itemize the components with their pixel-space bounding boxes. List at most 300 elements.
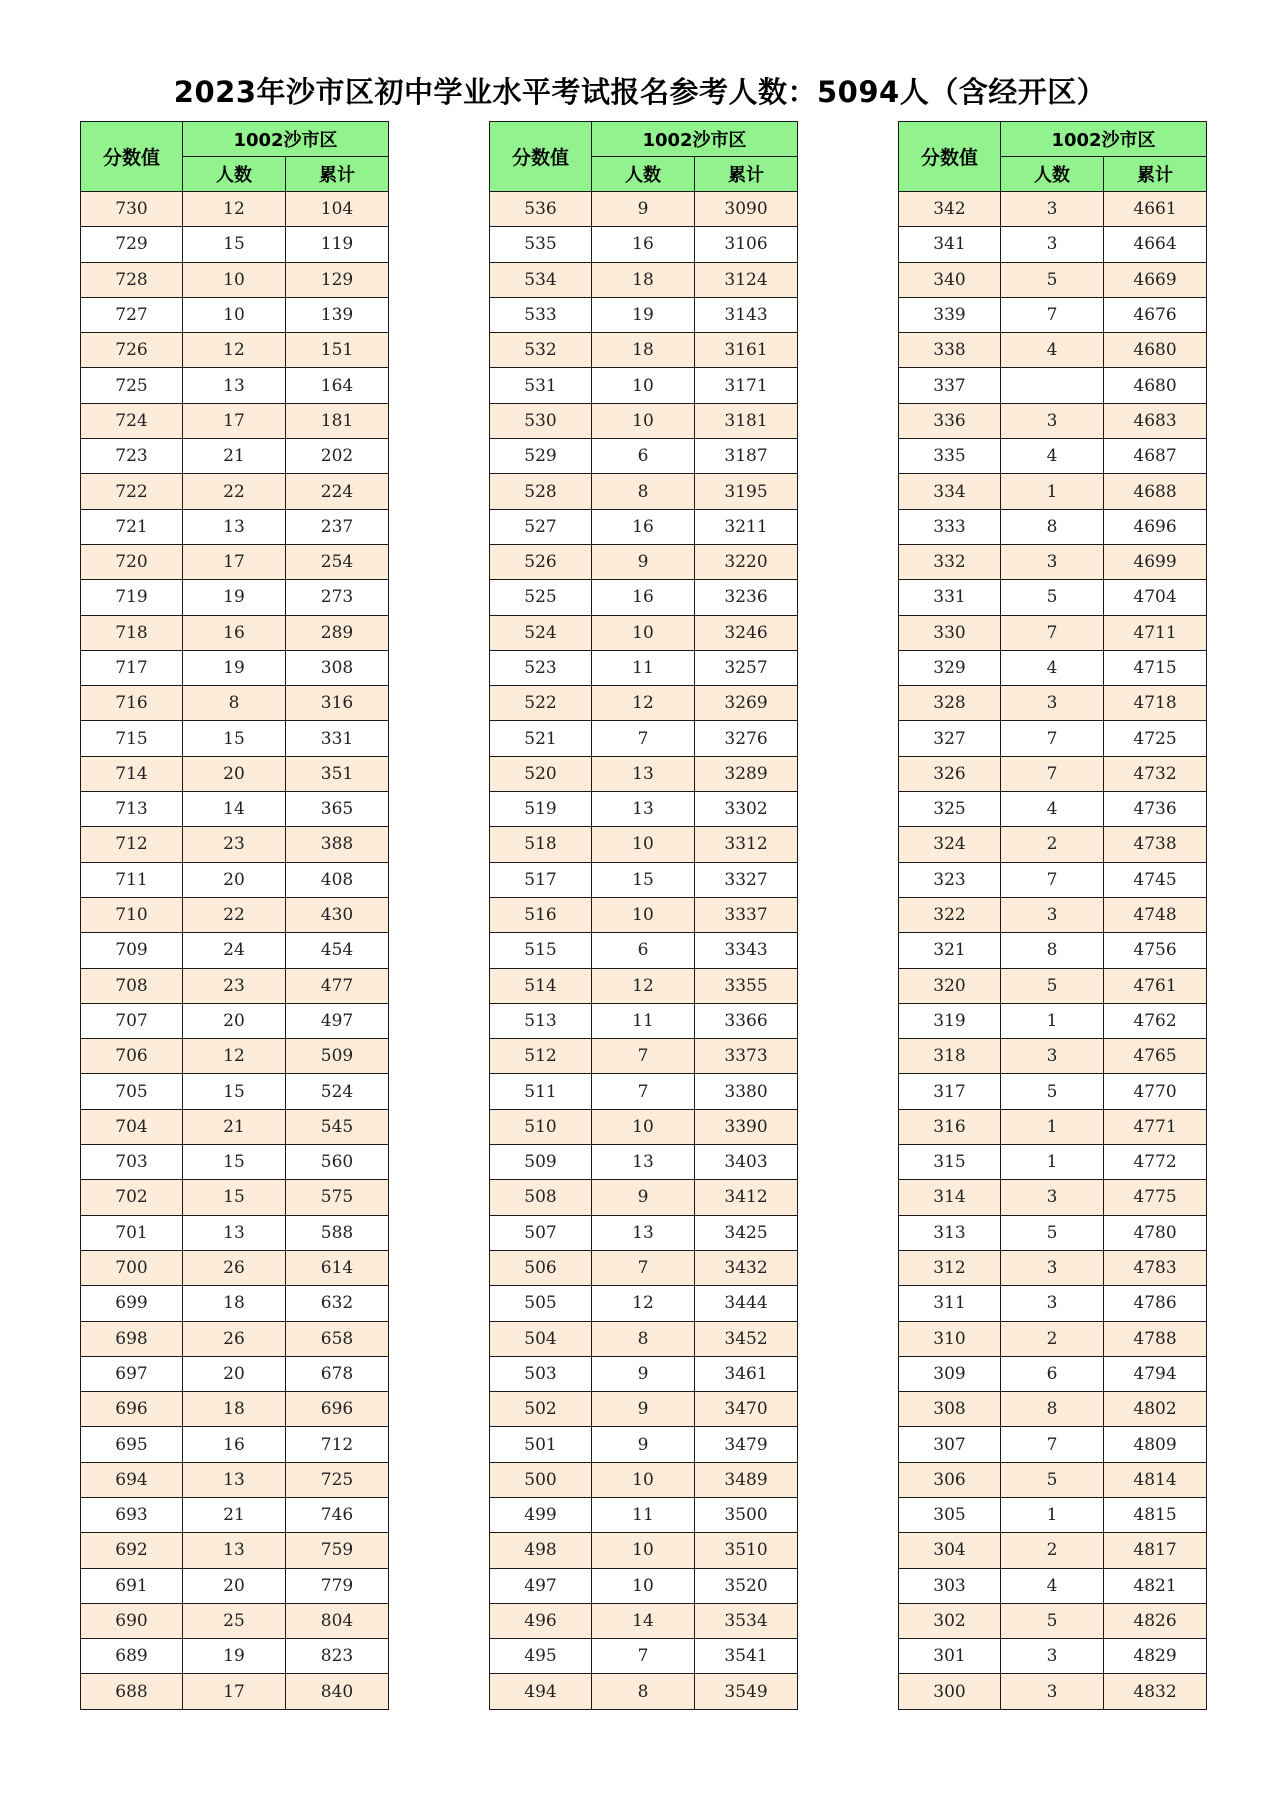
table-row bbox=[490, 1039, 798, 1074]
score-column-header: 分数值 bbox=[81, 122, 183, 192]
count-cell: 23 bbox=[183, 827, 286, 862]
count-cell: 18 bbox=[592, 262, 695, 297]
page-title: 2023年沙市区初中学业水平考试报名参考人数：5094人（含经开区） bbox=[173, 75, 1107, 109]
cumulative-cell: 104 bbox=[286, 192, 389, 227]
score-cell: 510 bbox=[490, 1109, 592, 1144]
count-column-header: 人数 bbox=[592, 157, 695, 192]
region-header: 1002沙市区 bbox=[1001, 122, 1207, 157]
score-cell: 333 bbox=[899, 509, 1001, 544]
table-row bbox=[490, 1286, 798, 1321]
count-cell: 9 bbox=[592, 1356, 695, 1391]
cumulative-cell: 139 bbox=[286, 297, 389, 332]
cumulative-cell: 3380 bbox=[695, 1074, 798, 1109]
score-cell: 707 bbox=[81, 1003, 183, 1038]
table-row bbox=[490, 262, 798, 297]
table-row bbox=[490, 968, 798, 1003]
score-cell: 326 bbox=[899, 756, 1001, 791]
table-row bbox=[899, 439, 1207, 474]
count-cell: 7 bbox=[592, 1074, 695, 1109]
table-row bbox=[490, 1674, 798, 1709]
score-cell: 305 bbox=[899, 1497, 1001, 1532]
table-row bbox=[899, 1639, 1207, 1674]
score-cell: 723 bbox=[81, 439, 183, 474]
cumulative-cell: 4687 bbox=[1104, 439, 1207, 474]
score-cell: 325 bbox=[899, 792, 1001, 827]
count-cell: 3 bbox=[1001, 227, 1104, 262]
table-row bbox=[899, 509, 1207, 544]
cumulative-cell: 725 bbox=[286, 1462, 389, 1497]
count-cell: 5 bbox=[1001, 580, 1104, 615]
table-row bbox=[81, 1462, 389, 1497]
table-row bbox=[81, 1427, 389, 1462]
score-cell: 335 bbox=[899, 439, 1001, 474]
score-cell: 524 bbox=[490, 615, 592, 650]
count-cell: 20 bbox=[183, 1003, 286, 1038]
table-row bbox=[490, 368, 798, 403]
score-cell: 532 bbox=[490, 333, 592, 368]
count-cell: 2 bbox=[1001, 1321, 1104, 1356]
count-cell: 19 bbox=[183, 580, 286, 615]
count-cell: 12 bbox=[592, 1286, 695, 1321]
score-cell: 531 bbox=[490, 368, 592, 403]
table-row bbox=[81, 1145, 389, 1180]
cumulative-cell: 3366 bbox=[695, 1003, 798, 1038]
cumulative-cell: 4762 bbox=[1104, 1003, 1207, 1038]
cumulative-cell: 840 bbox=[286, 1674, 389, 1709]
table-row bbox=[899, 1074, 1207, 1109]
score-cell: 690 bbox=[81, 1603, 183, 1638]
count-cell: 17 bbox=[183, 403, 286, 438]
count-cell: 7 bbox=[592, 721, 695, 756]
table-row bbox=[81, 297, 389, 332]
score-cell: 724 bbox=[81, 403, 183, 438]
table-row bbox=[899, 862, 1207, 897]
count-cell: 22 bbox=[183, 474, 286, 509]
table-row bbox=[81, 509, 389, 544]
cumulative-cell: 4821 bbox=[1104, 1568, 1207, 1603]
cumulative-cell: 408 bbox=[286, 862, 389, 897]
table-row bbox=[81, 827, 389, 862]
score-cell: 339 bbox=[899, 297, 1001, 332]
table-row bbox=[899, 1250, 1207, 1285]
count-cell: 4 bbox=[1001, 333, 1104, 368]
cumulative-cell: 3432 bbox=[695, 1250, 798, 1285]
table-row bbox=[81, 1180, 389, 1215]
table-row bbox=[81, 897, 389, 932]
count-cell: 22 bbox=[183, 897, 286, 932]
cumulative-cell: 759 bbox=[286, 1533, 389, 1568]
table-row bbox=[899, 580, 1207, 615]
count-column-header: 人数 bbox=[183, 157, 286, 192]
table-row bbox=[81, 615, 389, 650]
cumulative-cell: 3425 bbox=[695, 1215, 798, 1250]
table-row bbox=[490, 792, 798, 827]
score-cell: 499 bbox=[490, 1497, 592, 1532]
cumulative-cell: 524 bbox=[286, 1074, 389, 1109]
cumulative-cell: 4814 bbox=[1104, 1462, 1207, 1497]
header-row bbox=[899, 122, 1207, 157]
count-cell: 5 bbox=[1001, 262, 1104, 297]
table-row bbox=[899, 756, 1207, 791]
cumulative-cell: 316 bbox=[286, 686, 389, 721]
cumulative-cell: 3489 bbox=[695, 1462, 798, 1497]
cumulative-cell: 3257 bbox=[695, 650, 798, 685]
cumulative-cell: 4732 bbox=[1104, 756, 1207, 791]
cumulative-cell: 3161 bbox=[695, 333, 798, 368]
cumulative-cell: 678 bbox=[286, 1356, 389, 1391]
score-cell: 300 bbox=[899, 1674, 1001, 1709]
count-cell: 3 bbox=[1001, 544, 1104, 579]
cumulative-cell: 4725 bbox=[1104, 721, 1207, 756]
table-row bbox=[899, 544, 1207, 579]
cumulative-cell: 658 bbox=[286, 1321, 389, 1356]
count-cell: 7 bbox=[592, 1250, 695, 1285]
cumulative-cell: 3373 bbox=[695, 1039, 798, 1074]
cumulative-cell: 3246 bbox=[695, 615, 798, 650]
cumulative-cell: 4688 bbox=[1104, 474, 1207, 509]
count-cell: 15 bbox=[183, 1074, 286, 1109]
table-row bbox=[899, 1497, 1207, 1532]
table-row bbox=[490, 1250, 798, 1285]
table-row bbox=[81, 544, 389, 579]
score-cell: 697 bbox=[81, 1356, 183, 1391]
cumulative-cell: 4794 bbox=[1104, 1356, 1207, 1391]
count-cell: 10 bbox=[592, 1109, 695, 1144]
cumulative-cell: 4704 bbox=[1104, 580, 1207, 615]
score-cell: 710 bbox=[81, 897, 183, 932]
score-cell: 533 bbox=[490, 297, 592, 332]
score-cell: 692 bbox=[81, 1533, 183, 1568]
score-cell: 338 bbox=[899, 333, 1001, 368]
cumulative-cell: 202 bbox=[286, 439, 389, 474]
cumulative-column-header: 累计 bbox=[695, 157, 798, 192]
cumulative-cell: 3236 bbox=[695, 580, 798, 615]
cumulative-cell: 3412 bbox=[695, 1180, 798, 1215]
score-cell: 313 bbox=[899, 1215, 1001, 1250]
table-row bbox=[490, 1427, 798, 1462]
score-cell: 535 bbox=[490, 227, 592, 262]
header-row bbox=[490, 122, 798, 157]
table-row bbox=[490, 1392, 798, 1427]
cumulative-cell: 477 bbox=[286, 968, 389, 1003]
count-cell: 13 bbox=[592, 792, 695, 827]
count-cell: 7 bbox=[1001, 615, 1104, 650]
cumulative-cell: 614 bbox=[286, 1250, 389, 1285]
count-cell: 20 bbox=[183, 1568, 286, 1603]
count-cell: 13 bbox=[183, 1215, 286, 1250]
cumulative-cell: 365 bbox=[286, 792, 389, 827]
score-cell: 324 bbox=[899, 827, 1001, 862]
cumulative-cell: 4772 bbox=[1104, 1145, 1207, 1180]
table-row bbox=[490, 1109, 798, 1144]
table-row bbox=[490, 897, 798, 932]
count-cell: 6 bbox=[1001, 1356, 1104, 1391]
table-row bbox=[899, 1427, 1207, 1462]
table-row bbox=[899, 792, 1207, 827]
count-cell: 21 bbox=[183, 439, 286, 474]
cumulative-cell: 4829 bbox=[1104, 1639, 1207, 1674]
table-row bbox=[490, 1533, 798, 1568]
cumulative-cell: 151 bbox=[286, 333, 389, 368]
cumulative-cell: 3181 bbox=[695, 403, 798, 438]
count-cell: 13 bbox=[183, 368, 286, 403]
score-cell: 318 bbox=[899, 1039, 1001, 1074]
table-row bbox=[899, 1392, 1207, 1427]
cumulative-cell: 4699 bbox=[1104, 544, 1207, 579]
cumulative-cell: 4680 bbox=[1104, 333, 1207, 368]
table-row bbox=[490, 580, 798, 615]
count-cell: 8 bbox=[592, 1321, 695, 1356]
count-cell: 26 bbox=[183, 1250, 286, 1285]
cumulative-cell: 4683 bbox=[1104, 403, 1207, 438]
score-cell: 330 bbox=[899, 615, 1001, 650]
cumulative-cell: 3220 bbox=[695, 544, 798, 579]
table-row bbox=[899, 827, 1207, 862]
cumulative-cell: 129 bbox=[286, 262, 389, 297]
count-cell: 16 bbox=[592, 227, 695, 262]
count-cell: 8 bbox=[1001, 933, 1104, 968]
table-row bbox=[899, 1321, 1207, 1356]
score-cell: 512 bbox=[490, 1039, 592, 1074]
cumulative-cell: 3390 bbox=[695, 1109, 798, 1144]
table-row bbox=[81, 1250, 389, 1285]
cumulative-column-header: 累计 bbox=[286, 157, 389, 192]
count-cell: 1 bbox=[1001, 1003, 1104, 1038]
cumulative-cell: 696 bbox=[286, 1392, 389, 1427]
table-row bbox=[490, 1145, 798, 1180]
table-row bbox=[81, 792, 389, 827]
cumulative-cell: 497 bbox=[286, 1003, 389, 1038]
table-row bbox=[490, 439, 798, 474]
table-row bbox=[899, 368, 1207, 403]
score-cell: 498 bbox=[490, 1533, 592, 1568]
count-cell: 23 bbox=[183, 968, 286, 1003]
count-cell: 18 bbox=[592, 333, 695, 368]
score-cell: 342 bbox=[899, 192, 1001, 227]
score-table-middle bbox=[489, 121, 798, 1710]
table-row bbox=[81, 1392, 389, 1427]
score-cell: 714 bbox=[81, 756, 183, 791]
score-cell: 316 bbox=[899, 1109, 1001, 1144]
score-cell: 689 bbox=[81, 1639, 183, 1674]
score-column-header: 分数值 bbox=[899, 122, 1001, 192]
score-cell: 718 bbox=[81, 615, 183, 650]
region-header: 1002沙市区 bbox=[592, 122, 798, 157]
count-cell: 8 bbox=[592, 474, 695, 509]
table-row bbox=[899, 227, 1207, 262]
score-cell: 340 bbox=[899, 262, 1001, 297]
score-cell: 727 bbox=[81, 297, 183, 332]
cumulative-cell: 3461 bbox=[695, 1356, 798, 1391]
count-cell: 7 bbox=[1001, 721, 1104, 756]
table-row bbox=[490, 862, 798, 897]
count-cell: 15 bbox=[183, 227, 286, 262]
table-row bbox=[899, 897, 1207, 932]
count-cell: 12 bbox=[592, 968, 695, 1003]
table-row bbox=[899, 1356, 1207, 1391]
score-cell: 310 bbox=[899, 1321, 1001, 1356]
score-column-header: 分数值 bbox=[490, 122, 592, 192]
cumulative-cell: 4809 bbox=[1104, 1427, 1207, 1462]
table-row bbox=[899, 686, 1207, 721]
count-cell: 11 bbox=[592, 650, 695, 685]
score-cell: 721 bbox=[81, 509, 183, 544]
count-cell: 3 bbox=[1001, 1250, 1104, 1285]
score-cell: 312 bbox=[899, 1250, 1001, 1285]
cumulative-cell: 4715 bbox=[1104, 650, 1207, 685]
cumulative-cell: 4718 bbox=[1104, 686, 1207, 721]
cumulative-cell: 4664 bbox=[1104, 227, 1207, 262]
score-cell: 706 bbox=[81, 1039, 183, 1074]
cumulative-cell: 823 bbox=[286, 1639, 389, 1674]
score-cell: 700 bbox=[81, 1250, 183, 1285]
count-cell: 1 bbox=[1001, 1145, 1104, 1180]
count-cell: 5 bbox=[1001, 968, 1104, 1003]
table-row bbox=[81, 368, 389, 403]
table-row bbox=[81, 1109, 389, 1144]
score-cell: 722 bbox=[81, 474, 183, 509]
count-cell: 4 bbox=[1001, 439, 1104, 474]
count-cell: 3 bbox=[1001, 192, 1104, 227]
table-row bbox=[490, 1215, 798, 1250]
score-cell: 704 bbox=[81, 1109, 183, 1144]
table-row bbox=[899, 1533, 1207, 1568]
score-cell: 717 bbox=[81, 650, 183, 685]
score-cell: 701 bbox=[81, 1215, 183, 1250]
table-row bbox=[899, 615, 1207, 650]
cumulative-cell: 4669 bbox=[1104, 262, 1207, 297]
score-cell: 523 bbox=[490, 650, 592, 685]
count-cell: 8 bbox=[592, 1674, 695, 1709]
cumulative-cell: 3106 bbox=[695, 227, 798, 262]
cumulative-cell: 545 bbox=[286, 1109, 389, 1144]
table-row bbox=[81, 227, 389, 262]
score-cell: 691 bbox=[81, 1568, 183, 1603]
cumulative-cell: 4661 bbox=[1104, 192, 1207, 227]
table-row bbox=[490, 1497, 798, 1532]
score-cell: 495 bbox=[490, 1639, 592, 1674]
table-row bbox=[899, 474, 1207, 509]
count-cell: 10 bbox=[183, 297, 286, 332]
cumulative-cell: 237 bbox=[286, 509, 389, 544]
count-cell: 7 bbox=[1001, 1427, 1104, 1462]
table-row bbox=[899, 192, 1207, 227]
table-row bbox=[899, 1286, 1207, 1321]
score-table-left bbox=[80, 121, 389, 1710]
score-cell: 720 bbox=[81, 544, 183, 579]
score-cell: 502 bbox=[490, 1392, 592, 1427]
table-row bbox=[490, 227, 798, 262]
count-cell: 13 bbox=[592, 756, 695, 791]
table-row bbox=[899, 1039, 1207, 1074]
cumulative-cell: 4817 bbox=[1104, 1533, 1207, 1568]
score-cell: 527 bbox=[490, 509, 592, 544]
cumulative-cell: 4761 bbox=[1104, 968, 1207, 1003]
score-cell: 699 bbox=[81, 1286, 183, 1321]
cumulative-cell: 3276 bbox=[695, 721, 798, 756]
count-cell: 24 bbox=[183, 933, 286, 968]
cumulative-cell: 746 bbox=[286, 1497, 389, 1532]
cumulative-cell: 560 bbox=[286, 1145, 389, 1180]
count-cell: 19 bbox=[183, 650, 286, 685]
table-row bbox=[490, 1356, 798, 1391]
cumulative-cell: 4783 bbox=[1104, 1250, 1207, 1285]
count-column-header: 人数 bbox=[1001, 157, 1104, 192]
count-cell: 13 bbox=[183, 1533, 286, 1568]
count-cell: 1 bbox=[1001, 1109, 1104, 1144]
cumulative-cell: 4745 bbox=[1104, 862, 1207, 897]
score-cell: 497 bbox=[490, 1568, 592, 1603]
count-cell: 7 bbox=[1001, 297, 1104, 332]
cumulative-cell: 588 bbox=[286, 1215, 389, 1250]
table-row bbox=[81, 1533, 389, 1568]
score-cell: 328 bbox=[899, 686, 1001, 721]
cumulative-cell: 4802 bbox=[1104, 1392, 1207, 1427]
table-row bbox=[81, 1074, 389, 1109]
cumulative-cell: 289 bbox=[286, 615, 389, 650]
cumulative-cell: 3327 bbox=[695, 862, 798, 897]
count-cell: 20 bbox=[183, 862, 286, 897]
table-row bbox=[899, 1674, 1207, 1709]
table-row bbox=[81, 1003, 389, 1038]
count-cell: 25 bbox=[183, 1603, 286, 1638]
table-row bbox=[490, 1462, 798, 1497]
table-row bbox=[81, 580, 389, 615]
cumulative-cell: 3452 bbox=[695, 1321, 798, 1356]
score-cell: 494 bbox=[490, 1674, 592, 1709]
count-cell: 10 bbox=[592, 897, 695, 932]
cumulative-cell: 164 bbox=[286, 368, 389, 403]
score-cell: 698 bbox=[81, 1321, 183, 1356]
score-cell: 301 bbox=[899, 1639, 1001, 1674]
cumulative-cell: 3355 bbox=[695, 968, 798, 1003]
score-cell: 315 bbox=[899, 1145, 1001, 1180]
score-cell: 501 bbox=[490, 1427, 592, 1462]
cumulative-cell: 3479 bbox=[695, 1427, 798, 1462]
table-row bbox=[81, 862, 389, 897]
cumulative-cell: 3337 bbox=[695, 897, 798, 932]
score-cell: 530 bbox=[490, 403, 592, 438]
count-cell: 3 bbox=[1001, 1674, 1104, 1709]
table-row bbox=[490, 1074, 798, 1109]
table-row bbox=[81, 262, 389, 297]
table-row bbox=[81, 650, 389, 685]
count-cell: 19 bbox=[592, 297, 695, 332]
score-cell: 695 bbox=[81, 1427, 183, 1462]
count-cell: 10 bbox=[592, 827, 695, 862]
cumulative-cell: 254 bbox=[286, 544, 389, 579]
score-cell: 507 bbox=[490, 1215, 592, 1250]
score-cell: 518 bbox=[490, 827, 592, 862]
score-cell: 526 bbox=[490, 544, 592, 579]
count-cell: 9 bbox=[592, 1392, 695, 1427]
table-row bbox=[81, 1497, 389, 1532]
table-row bbox=[490, 297, 798, 332]
cumulative-cell: 3312 bbox=[695, 827, 798, 862]
score-cell: 303 bbox=[899, 1568, 1001, 1603]
count-cell: 10 bbox=[592, 1568, 695, 1603]
score-cell: 528 bbox=[490, 474, 592, 509]
score-cell: 306 bbox=[899, 1462, 1001, 1497]
cumulative-cell: 4676 bbox=[1104, 297, 1207, 332]
cumulative-cell: 779 bbox=[286, 1568, 389, 1603]
table-row bbox=[81, 1286, 389, 1321]
table-row bbox=[81, 1215, 389, 1250]
count-cell: 2 bbox=[1001, 827, 1104, 862]
cumulative-cell: 4832 bbox=[1104, 1674, 1207, 1709]
table-row bbox=[899, 297, 1207, 332]
score-cell: 726 bbox=[81, 333, 183, 368]
